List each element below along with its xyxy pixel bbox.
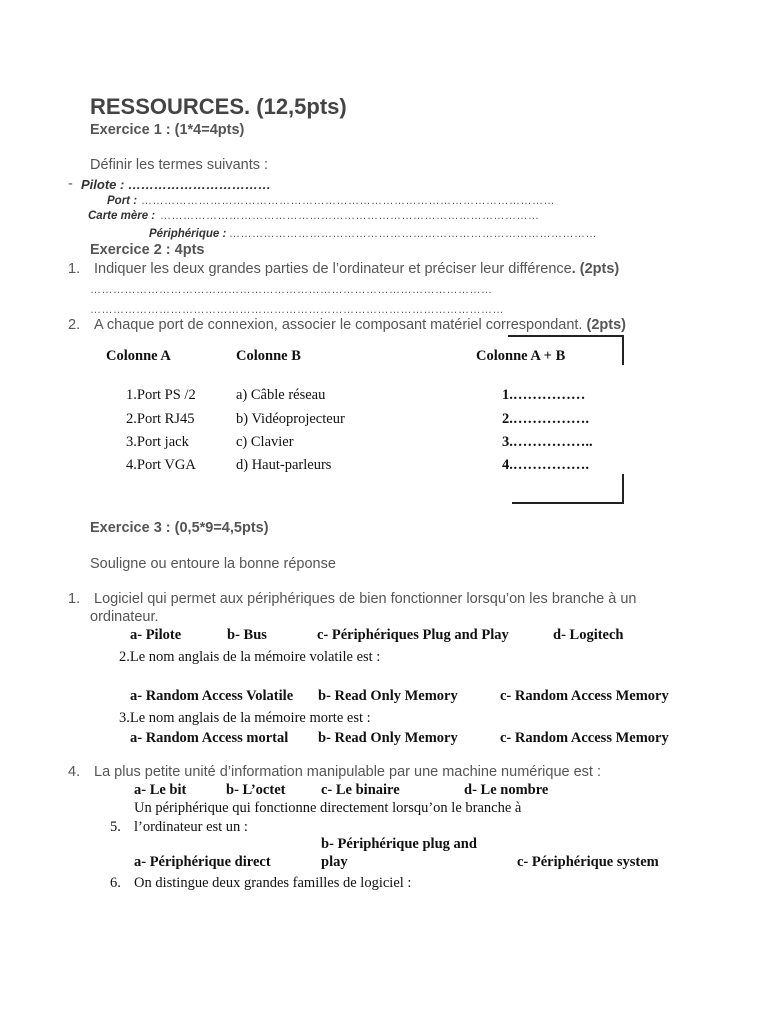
question-number: 1. — [68, 591, 81, 607]
answer-option[interactable]: d- Logitech — [553, 627, 624, 643]
answer-option[interactable]: a- Pilote — [130, 627, 182, 643]
table-cell-ab: 3.…………….. — [502, 434, 593, 450]
table-border-right-bottom — [622, 474, 624, 503]
points-label: . (2pts) — [571, 261, 620, 277]
question-4-text: La plus petite unité d’information manipulable par une machine numérique est : — [94, 764, 602, 780]
answer-option[interactable]: a- Random Access Volatile — [130, 688, 294, 704]
answer-option[interactable]: c- Random Access Memory — [500, 730, 669, 746]
answer-option[interactable]: b- L’octet — [226, 782, 286, 798]
answer-option[interactable]: b- Read Only Memory — [318, 688, 458, 704]
table-cell-a: 3.Port jack — [126, 434, 189, 450]
peripherique-dots: …………………………………………………………………………………… — [229, 228, 597, 240]
table-cell-b: c) Clavier — [236, 434, 294, 450]
question-text: A chaque port de connexion, associer le composant matériel correspondant. — [94, 317, 583, 333]
exercise-2-question-1 — [94, 261, 619, 277]
bullet: - — [68, 176, 73, 192]
table-border-top — [508, 335, 624, 337]
carte-mere-label: Carte mère : — [88, 210, 156, 222]
answer-option[interactable]: a- Le bit — [134, 782, 187, 798]
question-number: 1. — [68, 261, 81, 277]
question-number: 5. — [110, 819, 121, 835]
page-title: RESSOURCES. (12,5pts) — [90, 94, 347, 119]
question-number: 2. — [68, 317, 81, 333]
table-cell-ab: 4.……………. — [502, 457, 589, 473]
question-6-text: On distingue deux grandes familles de logiciel : — [134, 875, 412, 891]
table-cell-ab: 1.…………… — [502, 387, 586, 403]
answer-option[interactable]: c- Le binaire — [321, 782, 400, 798]
table-cell-a: 2.Port RJ45 — [126, 411, 195, 427]
answer-option[interactable]: b- Périphérique plug and — [321, 836, 477, 852]
answer-option[interactable]: a- Périphérique direct — [134, 854, 271, 870]
carte-mere-dots: ……………………………………………………………………………………… — [160, 210, 540, 222]
table-cell-b: b) Vidéoprojecteur — [236, 411, 345, 427]
answer-option[interactable]: c- Random Access Memory — [500, 688, 669, 704]
question-5-text: Un périphérique qui fonctionne directement lorsqu’on le branche à — [134, 800, 522, 816]
exercise-3-instruction: Souligne ou entoure la bonne réponse — [90, 556, 336, 572]
answer-option[interactable]: a- Random Access mortal — [130, 730, 289, 746]
pilote-line: Pilote : …………………………… — [81, 177, 271, 192]
table-border-right-top — [622, 335, 624, 365]
exercise-2-heading: Exercice 2 : 4pts — [90, 242, 205, 258]
answer-option[interactable]: b- Bus — [227, 627, 267, 643]
exercise-1-instruction: Définir les termes suivants : — [90, 157, 269, 173]
answer-dots-line: ……………………………………………………………………………………………… — [90, 304, 504, 316]
answer-option[interactable]: c- Périphériques Plug and Play — [317, 627, 509, 643]
exercise-1-heading: Exercice 1 : (1*4=4pts) — [90, 122, 245, 138]
table-border-bottom — [512, 502, 624, 504]
column-b-header: Colonne B — [236, 348, 301, 364]
answer-option-cont[interactable]: play — [321, 854, 348, 870]
question-number: 4. — [68, 764, 81, 780]
answer-option[interactable]: b- Read Only Memory — [318, 730, 458, 746]
port-dots: ……………………………………………………………………………………………… — [141, 195, 555, 207]
answer-option[interactable]: c- Périphérique system — [517, 854, 659, 870]
question-2-text: 2.Le nom anglais de la mémoire volatile est : — [119, 649, 381, 665]
question-number: 6. — [110, 875, 121, 891]
peripherique-label: Périphérique : — [149, 228, 227, 240]
column-ab-header: Colonne A + B — [476, 348, 566, 364]
question-1-text-cont: ordinateur. — [90, 609, 159, 625]
table-cell-b: d) Haut-parleurs — [236, 457, 332, 473]
points-label: (2pts) — [586, 317, 626, 333]
table-cell-b: a) Câble réseau — [236, 387, 326, 403]
question-3-text: 3.Le nom anglais de la mémoire morte est : — [119, 710, 371, 726]
exercise-2-question-2 — [94, 317, 626, 333]
answer-dots-line: …………………………………………………………………………………………… — [90, 284, 493, 296]
answer-option[interactable]: d- Le nombre — [464, 782, 549, 798]
column-a-header: Colonne A — [106, 348, 171, 364]
exercise-3-heading: Exercice 3 : (0,5*9=4,5pts) — [90, 520, 269, 536]
port-label: Port : — [107, 195, 138, 207]
question-5-text-cont: l’ordinateur est un : — [134, 819, 248, 835]
question-1-text: Logiciel qui permet aux périphériques de bien fonctionner lorsqu’on les branche à un — [94, 591, 637, 607]
table-cell-a: 1.Port PS /2 — [126, 387, 196, 403]
table-cell-ab: 2.……………. — [502, 411, 589, 427]
table-cell-a: 4.Port VGA — [126, 457, 196, 473]
question-text: Indiquer les deux grandes parties de l’ordinateur et préciser leur différence — [94, 261, 572, 277]
